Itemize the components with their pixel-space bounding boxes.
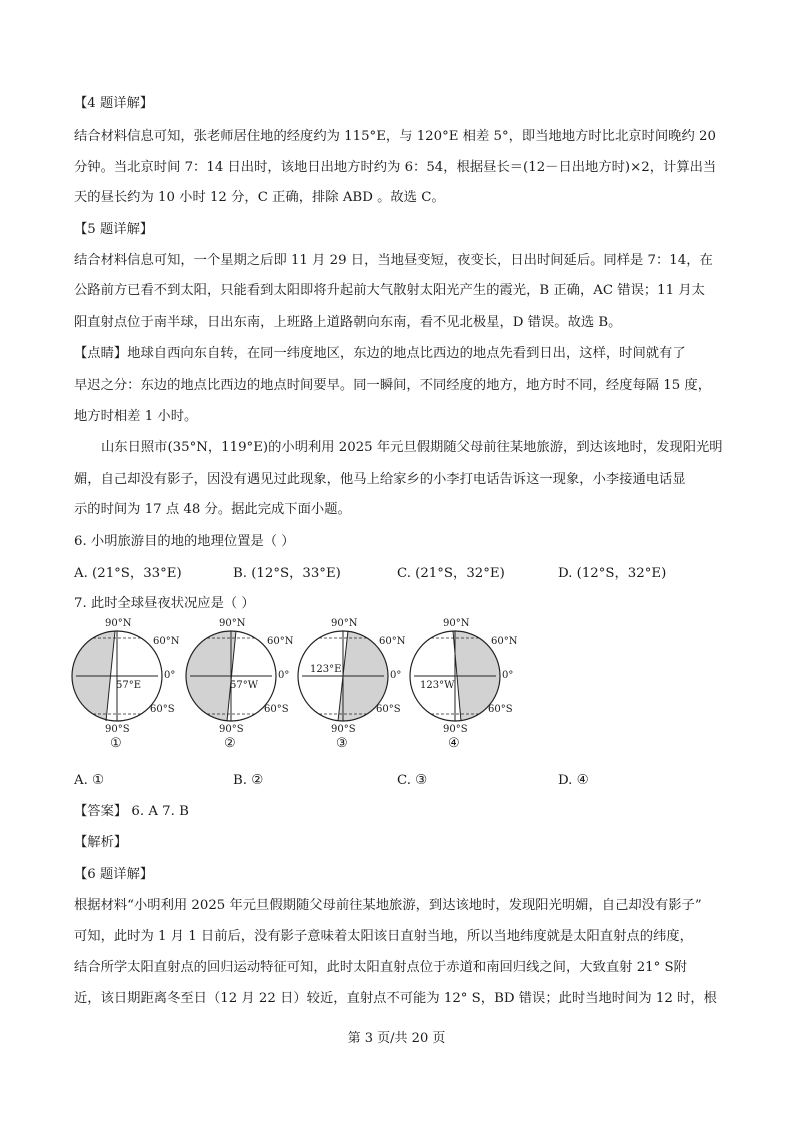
material-line-3: 示的时间为 17 点 48 分。据此完成下面小题。 [74,502,351,517]
question-7: 7. 此时全球昼夜状况应是（ ） [74,596,255,611]
dianjing-line-3: 地方时相差 1 小时。 [74,409,198,424]
q5-line-2: 公路前方已看不到太阳，只能看到太阳即将升起前大气散射太阳光产生的霞光，B 正确，AC 错误；11 月太 [74,283,705,298]
dianjing-line-2: 早迟之分：东边的地点比西边的地点时间要早。同一瞬间，不同经度的地方，地方时不同，经度每隔 15 度， [74,378,712,393]
q6-option-c: C. (21°S，32°E) [397,566,505,581]
q5-line-3: 阳直射点位于南半球，日出东南，上班路上道路朝向东南，看不见北极星，D 错误。故选 B。 [74,315,622,330]
page-footer: 第 3 页/共 20 页 [347,1031,446,1046]
globe-3-equator: 0° [390,670,402,681]
globe-2-south: 90°S [219,724,244,735]
q4-heading: 【4 题详解】 [74,96,154,111]
q7-option-a: A. ① [74,773,104,788]
globe-2-number: ② [224,736,236,751]
q6-option-d: D. (12°S，32°E) [558,566,667,581]
q4-line-2: 分钟。当北京时间 7：14 日出时，该地日出地方时约为 6：54，根据昼长＝(12－日出地方时)×2，计算出当 [74,160,717,175]
globe-3-meridian: 123°E [310,664,342,675]
q7-option-b: B. ② [233,773,264,788]
globe-3-north: 90°N [331,618,358,629]
globe-3 [298,618,418,754]
globe-1-equator: 0° [164,670,176,681]
q6-detail-line-3: 结合所学太阳直射点的回归运动特征可知，此时太阳直射点位于赤道和南回归线之间，大致直射 21° S附 [74,960,687,975]
q6-option-b: B. (12°S，33°E) [233,566,341,581]
globe-4-south: 90°S [443,724,468,735]
globe-4 [410,618,530,754]
dianjing-line-1: 【点睛】地球自西向东自转，在同一纬度地区，东边的地点比西边的地点先看到日出，这样，时间就有了 [74,346,686,361]
material-line-1: 山东日照市(35°N，119°E)的小明利用 2025 年元旦假期随父母前往某地旅游，到达该地时，发现阳光明 [101,440,723,455]
q6-option-a: A. (21°S，33°E) [74,566,182,581]
question-6: 6. 小明旅游目的地的地理位置是（ ） [74,534,295,549]
q6-detail-heading: 【6 题详解】 [74,867,154,882]
globe-1-south: 90°S [105,724,130,735]
q6-detail-line-4: 近，该日期距离冬至日（12 月 22 日）较近，直射点不可能为 12° S，BD 错误；此时当地时间为 12 时，根 [74,991,717,1006]
globe-3-lat-n: 60°N [379,636,406,647]
globe-1 [72,618,192,754]
globe-3-number: ③ [336,736,348,751]
globe-4-number: ④ [448,736,460,751]
globe-1-meridian: 57°E [116,680,142,691]
globe-3-south: 90°S [331,724,356,735]
globe-2-north: 90°N [219,618,246,629]
q5-line-1: 结合材料信息可知，一个星期之后即 11 月 29 日，当地昼变短，夜变长，日出时间延后。同样是 7：14，在 [74,253,713,268]
globe-1-number: ① [110,736,122,751]
globe-2-equator: 0° [278,670,290,681]
globe-3-lat-s: 60°S [376,704,401,715]
globe-4-lat-n: 60°N [491,636,518,647]
globe-2-meridian: 57°W [230,680,259,691]
material-line-2: 媚，自己却没有影子，因没有遇见过此现象，他马上给家乡的小李打电话告诉这一现象，小李接通电话显 [74,472,686,487]
q6-detail-line-1: 根据材料“小明利用 2025 年元旦假期随父母前往某地旅游，到达该地时，发现阳光明媚，自己却没有影子” [74,898,702,913]
globe-4-meridian: 123°W [420,680,455,691]
analysis-heading: 【解析】 [74,835,128,850]
q4-line-1: 结合材料信息可知，张老师居住地的经度约为 115°E，与 120°E 相差 5°，即当地地方时比北京时间晚约 20 [74,129,716,144]
q7-option-c: C. ③ [397,773,428,788]
globe-1-north: 90°N [105,618,132,629]
globe-4-north: 90°N [443,618,470,629]
globe-1-lat-n: 60°N [153,636,180,647]
globe-2-lat-n: 60°N [267,636,294,647]
globe-4-lat-s: 60°S [488,704,513,715]
q6-detail-line-2: 可知，此时为 1 月 1 日前后，没有影子意味着太阳该日直射当地，所以当地纬度就是太阳直射点的纬度， [74,929,693,944]
q5-heading: 【5 题详解】 [74,222,154,237]
globe-2 [186,618,306,754]
globe-2-lat-s: 60°S [264,704,289,715]
q4-line-3: 天的昼长约为 10 小时 12 分，C 正确，排除 ABD 。故选 C。 [74,190,445,205]
globe-4-equator: 0° [502,670,514,681]
globe-1-lat-s: 60°S [150,704,175,715]
answer-line: 【答案】 6. A 7. B [74,804,189,819]
q7-option-d: D. ④ [558,773,589,788]
